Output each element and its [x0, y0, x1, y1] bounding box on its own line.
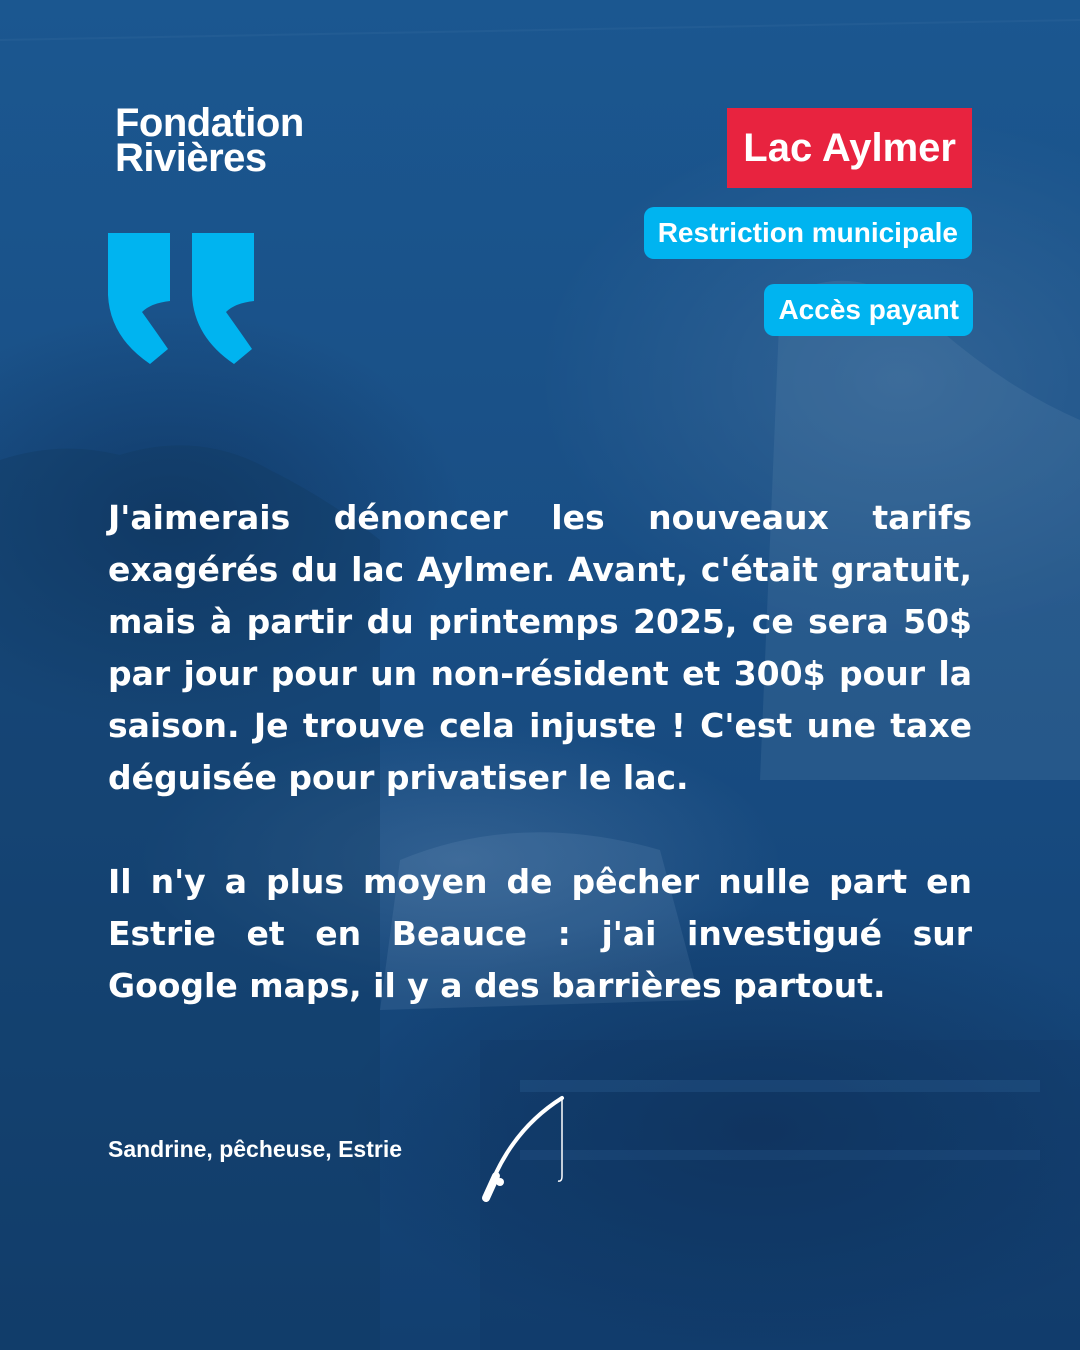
- logo-line-2: Rivières: [115, 136, 267, 180]
- quote-paragraph-1: J'aimerais dénoncer les nouveaux tarifs exagérés du lac Aylmer. Avant, c'était gratuit, mais à partir du printemps 2025, ce sera 50$ par jour pour un non-résident et 300$ pour la saison. Je trouve cela injuste ! C'est une taxe déguisée pour privatiser le lac.: [108, 498, 972, 797]
- testimonial-quote: [108, 492, 972, 1012]
- quote-paragraph-2: Il n'y a plus moyen de pêcher nulle part en Estrie et en Beauce : j'ai investigué sur Google maps, il y a des barrières partout.: [108, 862, 972, 1005]
- fishing-rod-icon: [478, 1092, 570, 1206]
- paid-access-tag: Accès payant: [764, 284, 973, 336]
- logo-line-1: Fondation: [115, 101, 304, 145]
- fondation-rivieres-logo: [115, 101, 304, 180]
- restriction-tag: Restriction municipale: [644, 207, 972, 259]
- double-quote-icon: [108, 233, 254, 365]
- location-tag: Lac Aylmer: [727, 108, 972, 188]
- quote-author: Sandrine, pêcheuse, Estrie: [108, 1136, 403, 1162]
